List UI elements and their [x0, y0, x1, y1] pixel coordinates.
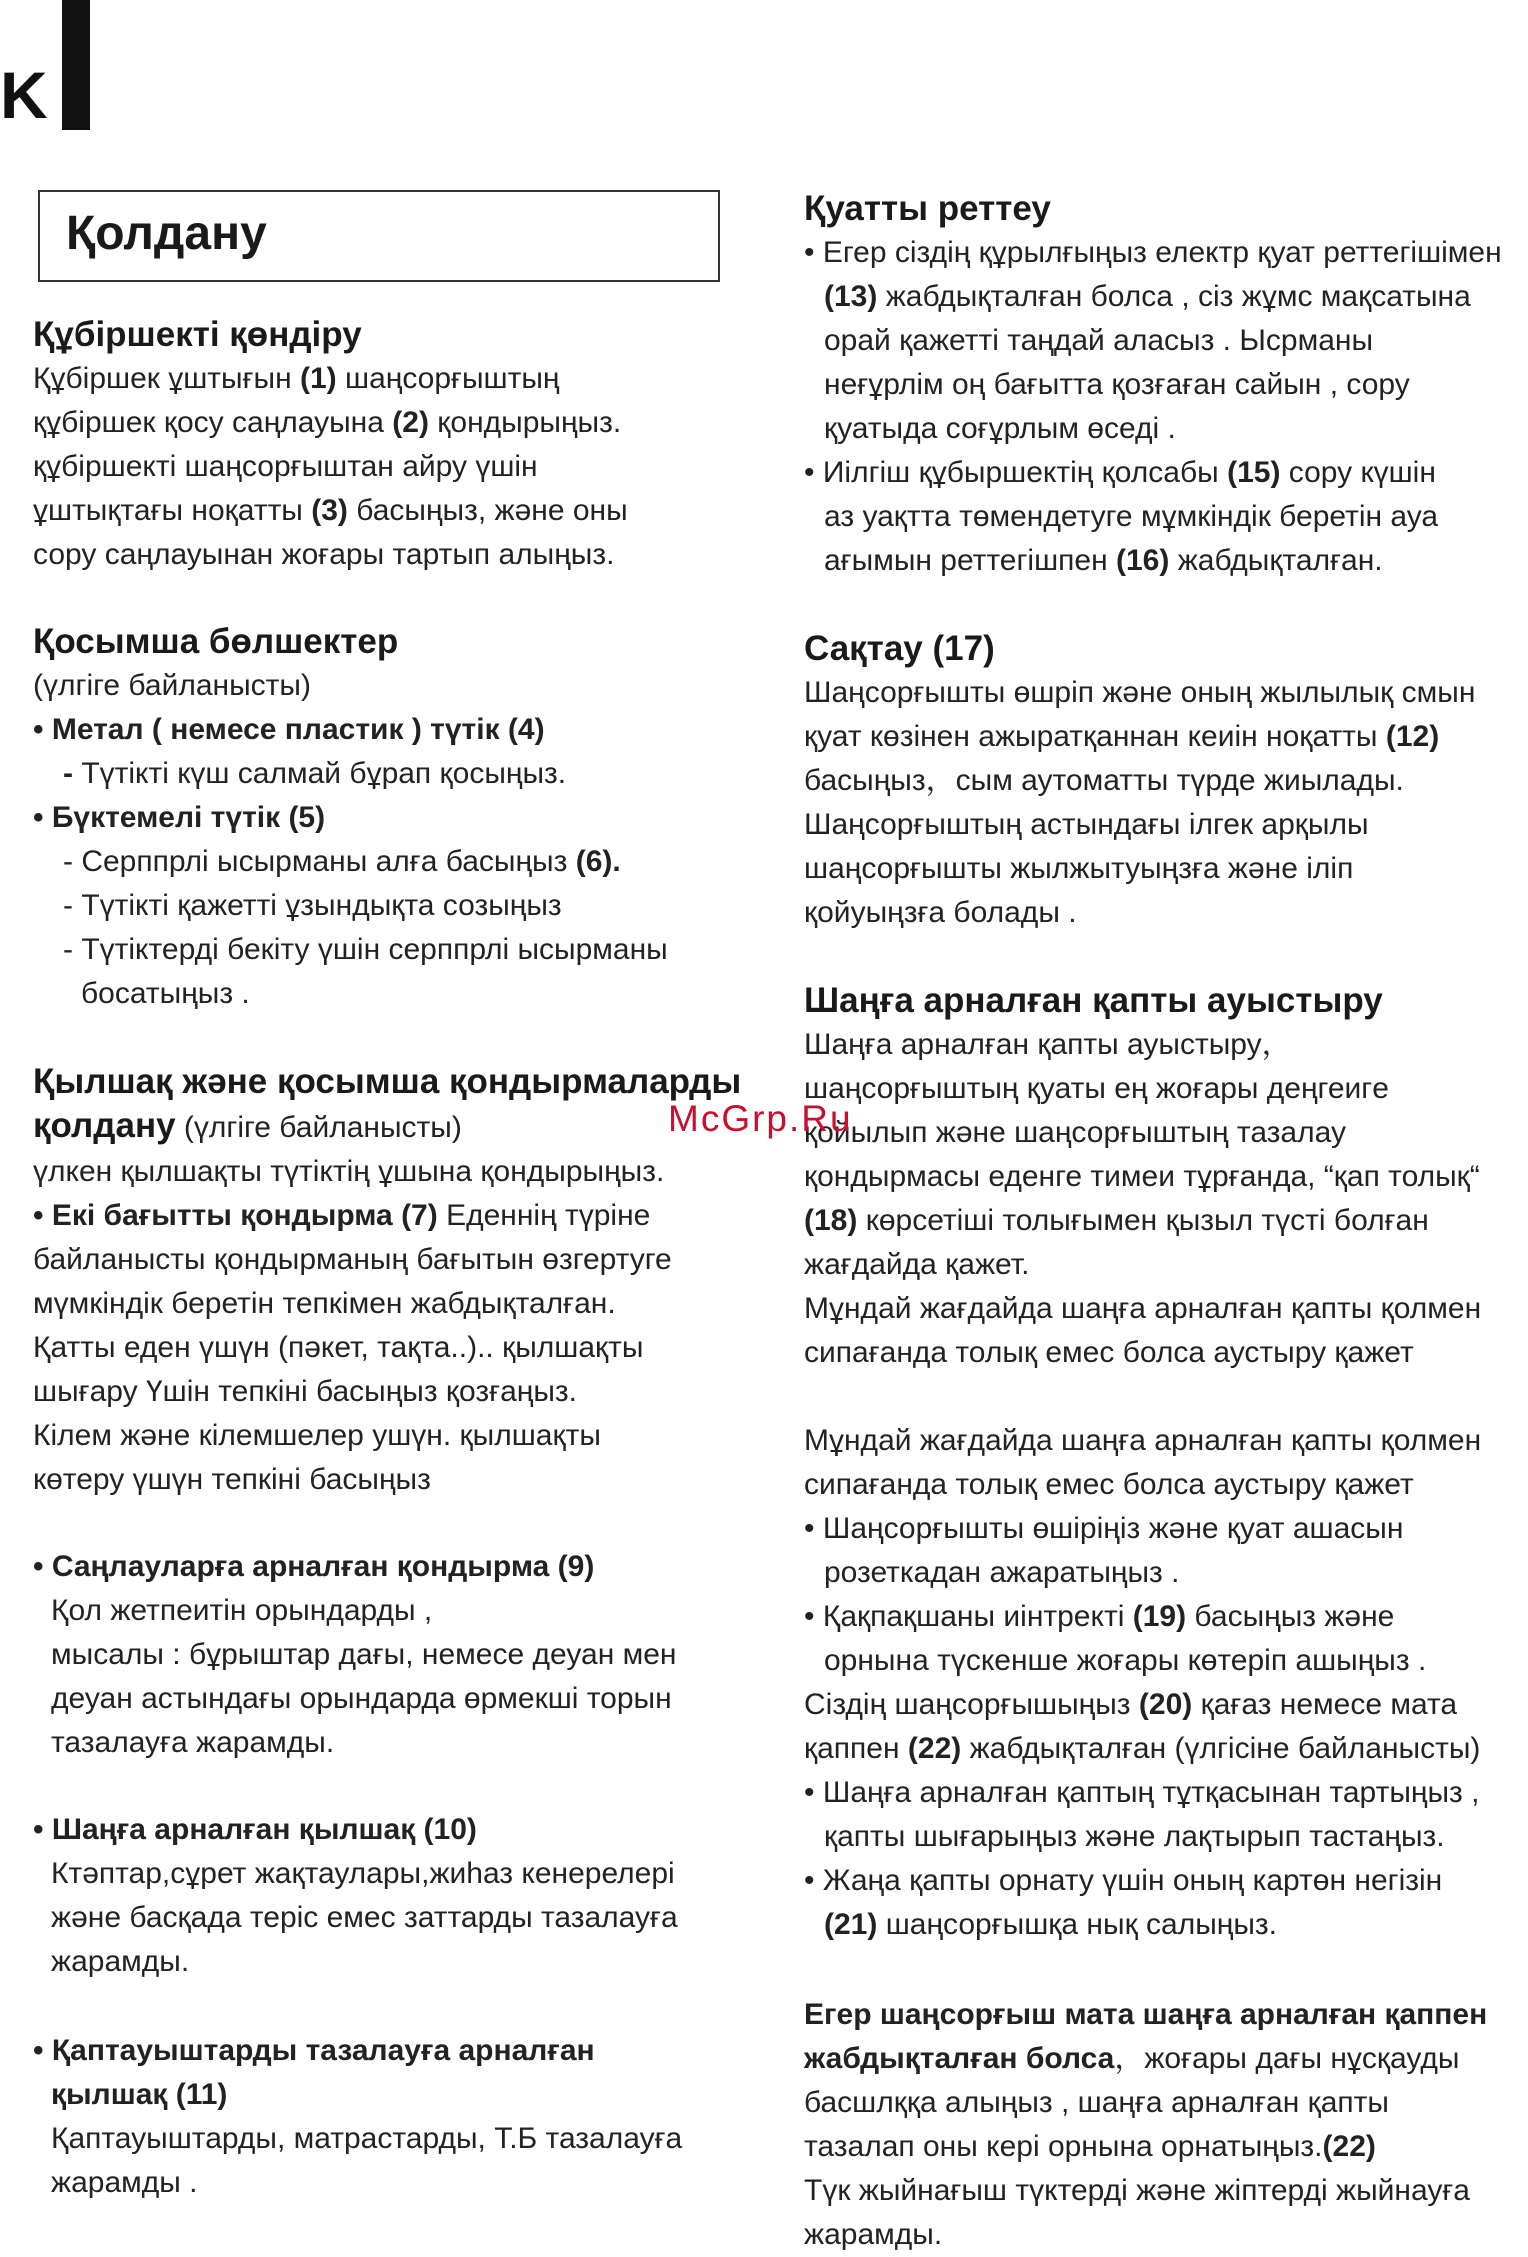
storage-line: шаңсорғышты жылжытуыңзға және іліп [804, 852, 1354, 885]
bag-line: қондырмасы еденге тимеи тұрғанда, “қап толық“ [804, 1160, 1480, 1193]
upholstery-line: Қаптауыштарды, матрастарды, Т.Б тазалауға [51, 2122, 683, 2155]
accessory-subitem: - Түтіктерді бекіту үшін серппрлі ысырманы [63, 933, 668, 966]
section-title: Қолдану [66, 207, 267, 260]
upholstery-line: жарамды . [51, 2166, 198, 2199]
storage-line: қойуыңзға болады . [804, 896, 1077, 929]
power-line: • Иілгіш құбыршектің қолсабы (15) сору күшін [804, 456, 1436, 489]
bag-line: • Жаңа қапты орнату үшін оның картөн негізін [804, 1864, 1443, 1897]
bag-line: орнына түскенше жоғары көтеріп ашыңыз . [824, 1644, 1427, 1677]
power-line: неғұрлім оң бағытта қозғаған сайын , сору [824, 368, 1410, 401]
bag-line: • Қақпақшаны иінтректі (19) басыңыз және [804, 1600, 1395, 1633]
cloth-bag-line: Түк жыйнағыш түктерді және жіптерді жыйнауға [804, 2174, 1470, 2207]
crevice-line: Қол жетпеитін орындарды , [51, 1594, 433, 1627]
power-section [804, 187, 1524, 583]
accessory-item-metal-tube: • Метал ( немесе пластик ) түтік (4) [33, 713, 545, 746]
dust-brush-line: жарамды. [51, 1945, 190, 1978]
accessory-subitem: босатыңыз . [81, 977, 250, 1010]
bag-heading: Шаңға арналған қапты ауыстыру [804, 981, 1383, 1020]
power-line: қуатыда соғұрлым өседі . [824, 412, 1176, 445]
storage-line: Шаңсорғышты өшріп және оның жылылық смын [804, 676, 1476, 709]
bag-line: жағдайда қажет. [804, 1248, 1030, 1281]
accessories-heading: Қосымша бөлшектер [33, 622, 399, 661]
bag-line: Мұндай жағдайда шаңға арналған қапты қолмен [804, 1424, 1482, 1457]
dust-brush-heading: • Шаңға арналған қылшақ (10) [33, 1813, 477, 1846]
bag-line: • Шаңсорғышты өшіріңіз және қуат ашасын [804, 1512, 1404, 1545]
power-line: аз уақтта төмендетуге мұмкіндік беретін ауа [824, 500, 1439, 533]
accessory-subitem: - Серппрлі ысырманы алға басыңыз (6). [63, 845, 621, 878]
cloth-bag-line: жабдықталған болса，жоғары дағы нұсқауды [804, 2042, 1460, 2075]
storage-heading: Сақтау (17) [804, 629, 995, 668]
bag-line: (18) көрсетіші толығымен қызыл түсті болған [804, 1204, 1429, 1237]
watermark: McGrp.Ru [668, 1098, 853, 1139]
cloth-bag-section [804, 1993, 1524, 2257]
bag-line: Шаңға арналған қапты ауыстыру， [804, 1028, 1292, 1061]
bag-line: сипағанда толық емес болса аустыру қажет [804, 1468, 1414, 1501]
dust-brush-section [33, 1808, 753, 1984]
storage-line: қуат көзінен ажыратқаннан кеиін ноқатты (12) [804, 720, 1440, 753]
bag-line: қойылып және шаңсорғыштың тазалау [804, 1116, 1346, 1149]
upholstery-heading: • Қаптауыштарды тазалауға арналған [33, 2034, 595, 2067]
hose-line: Құбіршек ұштығын (1) шаңсорғыштың [33, 362, 560, 395]
language-marker-bar [62, 0, 90, 130]
hose-line: ұштықтағы ноқатты (3) басыңыз, және оны [33, 494, 628, 527]
power-line: ағымын реттегішпен (16) жабдықталған. [824, 544, 1383, 577]
crevice-line: деуан астындағы орындарда өрмекші торын [51, 1682, 672, 1715]
dust-brush-line: Ктәптар,сұрет жақтаулары,жиһаз кенерелері [51, 1857, 675, 1890]
brushes-line: Қатты еден үшүн (пәкет, тақта..).. қылшақты [33, 1331, 644, 1364]
bag-line: • Шаңға арналған қаптың тұтқасынан тартыңыз , [804, 1776, 1480, 1809]
cloth-bag-line: Егер шаңсорғыш мата шаңға арналған қаппен [804, 1998, 1488, 2031]
bag-line: (21) шаңсорғышқа нық салыңыз. [824, 1908, 1277, 1941]
crevice-section [33, 1545, 753, 1765]
bag-line: сипағанда толық емес болса аустыру қажет [804, 1336, 1414, 1369]
power-heading: Қуатты реттеу [804, 189, 1051, 228]
bag-line: қапты шығарыңыз және лақтырып тастаңыз. [824, 1820, 1445, 1853]
brushes-line: шығару Үшін тепкіні басыңыз қозғаңыз. [33, 1375, 577, 1408]
dust-brush-line: және басқада теріс емес заттарды тазалауға [51, 1901, 678, 1934]
accessory-subitem: - Түтікті қажетті ұзындықта созыңыз [63, 889, 562, 922]
storage-line: басыңыз，сым аутоматты түрде жиылады. [804, 764, 1404, 797]
hose-section [33, 313, 753, 577]
bag-line: қаппен (22) жабдықталған (үлгісіне байланысты) [804, 1732, 1481, 1765]
power-line: (13) жабдықталған болса , сіз жұмс мақсатына [824, 280, 1471, 313]
bag-line: розеткадан ажаратыңыз . [824, 1556, 1180, 1589]
accessories-section [33, 620, 753, 1016]
accessories-note: (үлгіге байланысты) [33, 669, 311, 702]
bag-line: Сіздің шаңсорғышыңыз (20) қағаз немесе мата [804, 1688, 1458, 1721]
bag-line: шаңсорғыштың қуаты ең жоғары деңгеигe [804, 1072, 1389, 1105]
accessory-subitem: - Түтікті күш салмай бұрап қосыңыз. [63, 757, 567, 790]
cloth-bag-line: жарамды. [804, 2218, 943, 2251]
language-code: K [0, 58, 48, 132]
brushes-line: көтеру үшүн тепкіні басыңыз [33, 1463, 431, 1496]
brushes-heading: Қылшақ және қосымша қондырмаларды [33, 1062, 742, 1101]
upholstery-heading-line2: қылшақ (11) [51, 2078, 228, 2111]
brushes-line: • Екі бағытты қондырма (7) Еденнің түріне [33, 1199, 651, 1232]
brushes-line: мүмкіндік беретін тепкімен жабдықталған. [33, 1287, 616, 1320]
brushes-line: байланысты қондырманың бағытын өзгертуге [33, 1243, 672, 1276]
section-title-box [38, 190, 720, 282]
storage-section [804, 627, 1524, 935]
hose-heading: Құбіршекті қөндіру [33, 315, 362, 354]
crevice-heading: • Саңлауларға арналған қондырма (9) [33, 1550, 595, 1583]
power-line: орай қажетті таңдай аласыз . Ысрманы [824, 324, 1374, 357]
storage-line: Шаңсорғыштың астындағы ілгек арқылы [804, 808, 1369, 841]
spacer [804, 1375, 1524, 1419]
power-line: • Егер сіздің құрылғыңыз електр қуат реттегішімен [804, 236, 1502, 269]
brushes-line: Кілем және кілемшелер ушүн. қылшақты [33, 1419, 601, 1452]
hose-line: құбіршекті шаңсорғыштан айру үшін [33, 450, 538, 483]
accessory-item-telescopic-tube: • Бүктемелі түтік (5) [33, 801, 326, 834]
bag-line: Мұндай жағдайда шаңға арналған қапты қолмен [804, 1292, 1482, 1325]
bag-section [804, 979, 1524, 1947]
cloth-bag-line: басшлққа алыңыз , шаңға арналған қапты [804, 2086, 1389, 2119]
hose-line: құбіршек қосу саңлауына (2) қондырыңыз. [33, 406, 622, 439]
hose-line: сору саңлауынан жоғары тартып алыңыз. [33, 538, 615, 571]
brushes-heading-line2: қолдану (үлгіге байланысты) [33, 1106, 462, 1145]
brushes-section [33, 1060, 753, 1502]
crevice-line: мысалы : бұрыштар дағы, немесе деуан мен [51, 1638, 677, 1671]
cloth-bag-line: тазалап оны кері орнына орнатыңыз.(22) [804, 2130, 1376, 2163]
brushes-line: үлкен қылшақты түтіктің ұшына қондырыңыз. [33, 1155, 665, 1188]
upholstery-section [33, 2029, 753, 2205]
crevice-line: тазалауға жарамды. [51, 1726, 335, 1759]
